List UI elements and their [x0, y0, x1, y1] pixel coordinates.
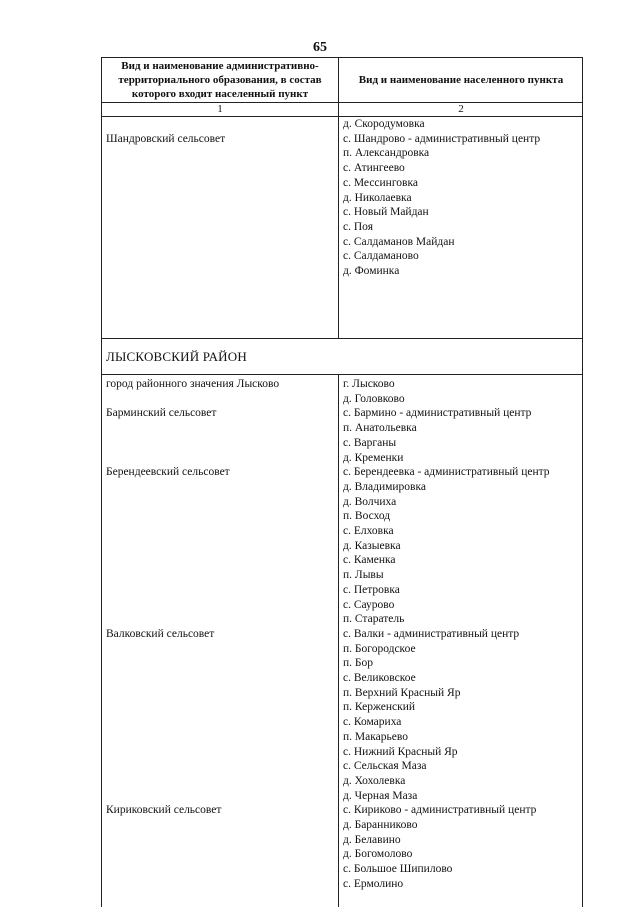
table-row — [102, 759, 582, 774]
settlement-cell: г. Лысково — [343, 378, 395, 390]
settlement-cell: п. Керженский — [343, 701, 416, 714]
table-header — [102, 57, 582, 103]
table-row — [102, 161, 582, 176]
table-row — [102, 465, 582, 480]
table-row — [102, 176, 582, 191]
settlement-cell: с. Петровка — [343, 583, 400, 596]
table-row — [102, 803, 582, 818]
settlement-cell: д. Головково — [343, 392, 405, 405]
table-row — [102, 377, 582, 392]
admin-unit-cell: Валковский сельсовет — [106, 627, 215, 640]
table-row — [102, 774, 582, 789]
district-row — [102, 339, 582, 375]
settlement-cell: п. Бор — [343, 657, 374, 670]
settlement-cell: с. Варганы — [343, 436, 397, 449]
settlement-cell: п. Верхний Красный Яр — [343, 686, 461, 699]
table-row — [102, 568, 582, 583]
settlement-cell: д. Хохолевка — [343, 774, 406, 787]
table-row — [102, 146, 582, 161]
table-row — [102, 421, 582, 436]
table-row — [102, 406, 582, 421]
admin-unit-cell: Берендеевский сельсовет — [106, 466, 230, 479]
table-row — [102, 642, 582, 657]
settlement-cell: д. Баранниково — [343, 819, 418, 831]
settlement-cell: д. Кременки — [343, 451, 404, 464]
settlement-cell: с. Поя — [343, 220, 373, 233]
table-row — [102, 249, 582, 264]
settlements-table — [101, 57, 583, 907]
table-row — [102, 436, 582, 451]
settlement-cell: п. Макарьево — [343, 730, 408, 743]
admin-unit-cell: Кириковский сельсовет — [106, 804, 222, 817]
settlement-cell: п. Александровка — [343, 147, 430, 160]
table-row — [102, 745, 582, 760]
table-row — [102, 495, 582, 510]
settlement-cell: с. Атингеево — [343, 162, 405, 175]
settlement-cell: д. Николаевка — [343, 191, 412, 204]
table-row — [102, 656, 582, 671]
settlement-cell: п. Восход — [343, 510, 391, 523]
settlement-cell: д. Казыевка — [343, 539, 401, 552]
table-row — [102, 235, 582, 250]
settlement-cell: п. Лывы — [343, 569, 384, 582]
table-row — [102, 627, 582, 642]
settlement-cell: д. Фоминка — [343, 265, 400, 277]
settlement-cell: с. Елховка — [343, 525, 394, 537]
table-row — [102, 833, 582, 848]
settlement-cell: с. Нижний Красный Яр — [343, 745, 458, 758]
page-number: 65 — [313, 40, 327, 55]
table-row — [102, 598, 582, 613]
table-row — [102, 700, 582, 715]
district-title: ЛЫСКОВСКИЙ РАЙОН — [106, 349, 247, 364]
header-col1: Вид и наименование административно-территориального образования, в состав которого входит населенный пункт — [118, 60, 322, 100]
settlement-cell: с. Салдаманово — [343, 250, 419, 263]
table-row — [102, 583, 582, 598]
table-row — [102, 730, 582, 745]
table-row — [102, 862, 582, 877]
column-number-1: 1 — [217, 103, 223, 115]
settlement-cell: с. Бармино - административный центр — [343, 407, 532, 420]
column-numbers-row — [102, 103, 582, 117]
settlement-cell: с. Кириково - административный центр — [343, 804, 537, 817]
settlement-cell: с. Ермолино — [343, 877, 404, 890]
table-row — [102, 818, 582, 833]
table-row — [102, 789, 582, 804]
table-row — [102, 847, 582, 862]
settlement-cell: с. Сельская Маза — [343, 760, 427, 773]
table-row — [102, 205, 582, 220]
settlement-cell: с. Саурово — [343, 598, 395, 611]
admin-unit-cell: город районного значения Лысково — [106, 378, 280, 390]
table-row — [102, 220, 582, 235]
settlement-cell: д. Черная Маза — [343, 789, 418, 802]
table-row — [102, 553, 582, 568]
table-row — [102, 132, 582, 147]
table-row — [102, 451, 582, 466]
table-row — [102, 392, 582, 407]
settlement-cell: д. Белавино — [343, 833, 401, 846]
column-number-2: 2 — [338, 103, 583, 116]
table-row — [102, 117, 582, 132]
settlement-cell: д. Скородумовка — [343, 118, 425, 130]
admin-unit-cell: Шандровский сельсовет — [106, 132, 226, 145]
admin-unit-cell: Барминский сельсовет — [106, 407, 217, 420]
settlement-cell: с. Салдаманов Майдан — [343, 235, 455, 248]
settlement-cell: п. Старатель — [343, 613, 405, 626]
table-row — [102, 612, 582, 627]
settlement-cell: д. Богомолово — [343, 848, 413, 861]
settlement-cell: с. Берендеевка - административный центр — [343, 466, 550, 479]
header-col2: Вид и наименование населенного пункта — [338, 58, 583, 102]
table-row — [102, 877, 582, 892]
settlement-cell: с. Великовское — [343, 672, 416, 684]
shandrovsky-section — [102, 117, 582, 339]
settlement-cell: с. Новый Майдан — [343, 206, 429, 219]
settlement-cell: п. Анатольевка — [343, 422, 417, 435]
table-row — [102, 264, 582, 279]
table-row — [102, 509, 582, 524]
settlement-cell: п. Богородское — [343, 642, 416, 655]
settlement-cell: с. Каменка — [343, 554, 396, 567]
lyskovsky-section — [102, 375, 582, 907]
table-row — [102, 715, 582, 730]
settlement-cell: д. Владимировка — [343, 480, 426, 493]
table-row — [102, 539, 582, 554]
table-row — [102, 671, 582, 686]
settlement-cell: с. Мессинговка — [343, 176, 418, 189]
settlement-cell: с. Валки - административный центр — [343, 627, 520, 640]
settlement-cell: с. Шандрово - административный центр — [343, 132, 541, 145]
table-row — [102, 686, 582, 701]
settlement-cell: с. Комариха — [343, 716, 402, 729]
table-row — [102, 524, 582, 539]
settlement-cell: д. Волчиха — [343, 495, 397, 508]
table-row — [102, 191, 582, 206]
settlement-cell: с. Большое Шипилово — [343, 863, 453, 876]
table-row — [102, 480, 582, 495]
